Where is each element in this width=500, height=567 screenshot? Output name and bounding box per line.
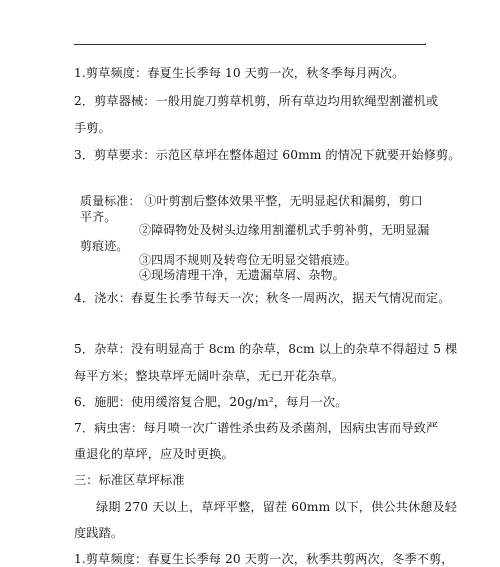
- quality-standard-2-cont: 剪痕迹。: [80, 239, 129, 253]
- quality-standard-1: 质量标准： ①叶剪割后整体效果平整，无明显起伏和漏剪，剪口: [80, 194, 423, 208]
- mowing-requirement-line: 3．剪草要求：示范区草坪在整体超过 60mm 的情况下就要开始修剪。: [74, 148, 461, 162]
- quality-standard-1-cont: 平齐。: [80, 210, 117, 224]
- weeds-cont: 每平方米；整块草坪无阔叶杂草，无已开花杂草。: [74, 369, 345, 383]
- standard-mowing-frequency: 1.剪草频度：春夏生长季每 20 天剪一次，秋季共剪两次，冬季不剪，: [74, 552, 454, 566]
- mowing-equipment-cont: 手剪。: [74, 121, 111, 135]
- fertilizing-line: 6．施肥：使用缓溶复合肥，20g/m²，每月一次。: [74, 395, 348, 409]
- standard-zone-desc: 绿期 270 天以上，草坪平整，留茬 60mm 以下，供公共休憩及轻: [96, 500, 458, 514]
- standard-zone-desc-cont: 度践踏。: [74, 526, 124, 540]
- mowing-equipment-line: 2．剪草器械：一般用旋刀剪草机剪，所有草边均用软绳型割灌机或: [74, 94, 439, 108]
- quality-standard-3: ③四周不规则及转弯位无明显交错痕迹。: [139, 253, 357, 267]
- pests-cont: 重退化的草坪，应及时更换。: [74, 447, 234, 461]
- mowing-frequency-line: 1.剪草频度：春夏生长季每 10 天剪一次，秋冬季每月两次。: [74, 66, 405, 80]
- quality-standard-2: ②障碍物处及树头边缘用割灌机式手剪补剪，无明显漏: [139, 223, 430, 237]
- section-heading: 三：标准区草坪标准: [74, 473, 185, 487]
- pests-line: 7．病虫害：每月喷一次广谱性杀虫药及杀菌剂，因病虫害而导致严: [74, 421, 439, 435]
- header-rule: [74, 44, 426, 45]
- watering-line: 4．浇水：春夏生长季节每天一次；秋冬一周两次，据天气情况而定。: [74, 291, 451, 305]
- header-mark: .: [424, 37, 427, 46]
- quality-standard-4: ④现场清理干净，无遗漏草屑、杂物。: [139, 268, 345, 282]
- weeds-line: 5．杂草：没有明显高于 8cm 的杂草，8cm 以上的杂草不得超过 5 棵: [74, 342, 458, 356]
